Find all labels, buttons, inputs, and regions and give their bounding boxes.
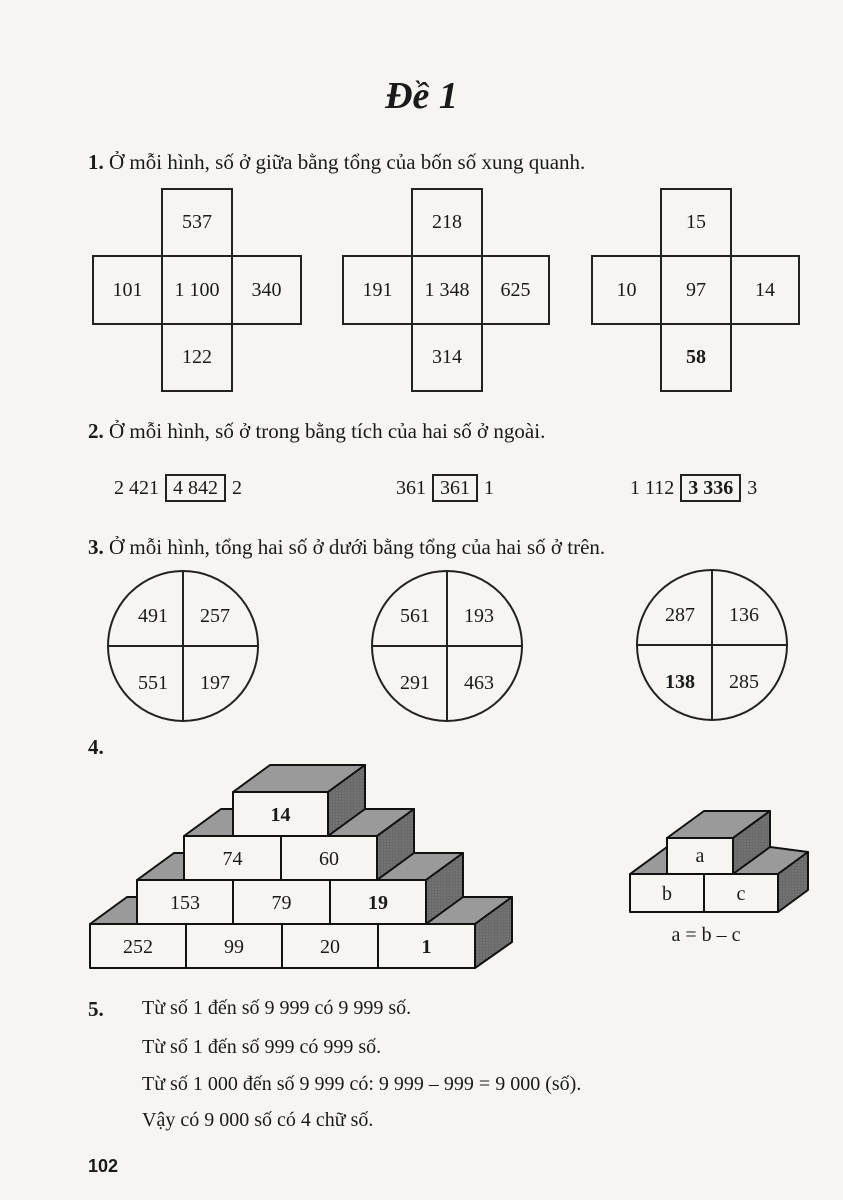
cross3-bottom: 58 xyxy=(660,323,732,392)
legend-c-label: c xyxy=(736,883,746,905)
legend-a-label: a xyxy=(695,845,705,867)
circle3-top-left: 287 xyxy=(665,604,695,626)
legend-b-label: b xyxy=(662,883,672,905)
circle3-top-right: 136 xyxy=(729,604,759,626)
cross2-bottom: 314 xyxy=(411,323,483,392)
q4-number: 4. xyxy=(88,735,104,759)
q3-text: Ở mỗi hình, tổng hai số ở dưới bằng tổng của hai số ở trên. xyxy=(109,535,606,559)
brick-r2-1-value: 74 xyxy=(222,848,243,870)
cross2-right: 625 xyxy=(481,255,550,325)
brick-r4-1-value: 252 xyxy=(123,936,153,958)
brick-r2-2-value: 60 xyxy=(319,848,339,870)
brick-r1-1-value: 14 xyxy=(270,804,291,826)
circle2-top-left: 561 xyxy=(400,605,430,627)
circle3-bottom-left: 138 xyxy=(665,671,695,693)
cross3-right: 14 xyxy=(730,255,800,325)
cross3-left: 10 xyxy=(591,255,662,325)
cross2-left: 191 xyxy=(342,255,413,325)
q5-line-1: Từ số 1 đến số 9 999 có 9 999 số. xyxy=(142,997,412,1019)
brick-r4-2-value: 99 xyxy=(224,936,244,958)
cross2-center: 1 348 xyxy=(411,255,483,325)
pair2-left: 361 xyxy=(396,476,426,499)
q1-text: Ở mỗi hình, số ở giữa bằng tổng của bốn số xung quanh. xyxy=(109,150,586,174)
cross1-bottom: 122 xyxy=(161,323,233,392)
page-number: 102 xyxy=(88,1156,119,1176)
pair3-right: 3 xyxy=(747,476,758,499)
pair2-inside: 361 xyxy=(432,474,478,502)
legend-top-left xyxy=(630,847,667,874)
pyramid-top-left-row2 xyxy=(184,809,235,836)
cross1-top: 537 xyxy=(161,188,233,257)
q2-text: Ở mỗi hình, số ở trong bằng tích của hai số ở ngoài. xyxy=(109,419,546,443)
circle2-top-right: 193 xyxy=(464,605,494,627)
brick-r3-2-value: 79 xyxy=(271,892,292,914)
pair1-left: 2 421 xyxy=(114,476,159,499)
cross1-right: 340 xyxy=(231,255,302,325)
q5-number: 5. xyxy=(88,997,104,1021)
brick-r3-1-value: 153 xyxy=(170,892,200,914)
q2-number: 2. xyxy=(88,419,104,443)
q5-line-3: Từ số 1 000 đến số 9 999 có: 9 999 – 999 = 9 000 (số). xyxy=(142,1073,582,1095)
circle1-top-right: 257 xyxy=(200,605,230,627)
cross2-top: 218 xyxy=(411,188,483,257)
pair3-left: 1 112 xyxy=(630,476,675,499)
q5-line-2: Từ số 1 đến số 999 có 999 số. xyxy=(142,1036,382,1058)
pyramid-top-left-row3 xyxy=(137,853,184,880)
pair1-inside: 4 842 xyxy=(165,474,226,502)
circle1-bottom-left: 551 xyxy=(138,672,168,694)
cross3-top: 15 xyxy=(660,188,732,257)
legend-formula: a = b – c xyxy=(671,924,741,946)
brick-r4-4-value: 1 xyxy=(421,936,432,958)
pair3-inside: 3 336 xyxy=(680,474,741,502)
circle1-bottom-right: 197 xyxy=(200,672,230,694)
cross1-center: 1 100 xyxy=(161,255,233,325)
q1-number: 1. xyxy=(88,150,104,174)
page-title: Đề 1 xyxy=(385,75,458,117)
brick-r4-3-value: 20 xyxy=(320,936,340,958)
pair1-right: 2 xyxy=(232,476,242,499)
brick-r3-3-value: 19 xyxy=(368,892,388,914)
cross3-center: 97 xyxy=(660,255,732,325)
circle1-top-left: 491 xyxy=(138,605,168,627)
circle2-bottom-right: 463 xyxy=(464,672,494,694)
circle3-bottom-right: 285 xyxy=(729,671,759,693)
q5-line-4: Vậy có 9 000 số có 4 chữ số. xyxy=(142,1109,374,1131)
circle2-bottom-left: 291 xyxy=(400,672,430,694)
cross1-left: 101 xyxy=(92,255,163,325)
pair2-right: 1 xyxy=(484,476,494,499)
pyramid-top-left-row4 xyxy=(90,897,137,924)
q3-number: 3. xyxy=(88,535,104,559)
